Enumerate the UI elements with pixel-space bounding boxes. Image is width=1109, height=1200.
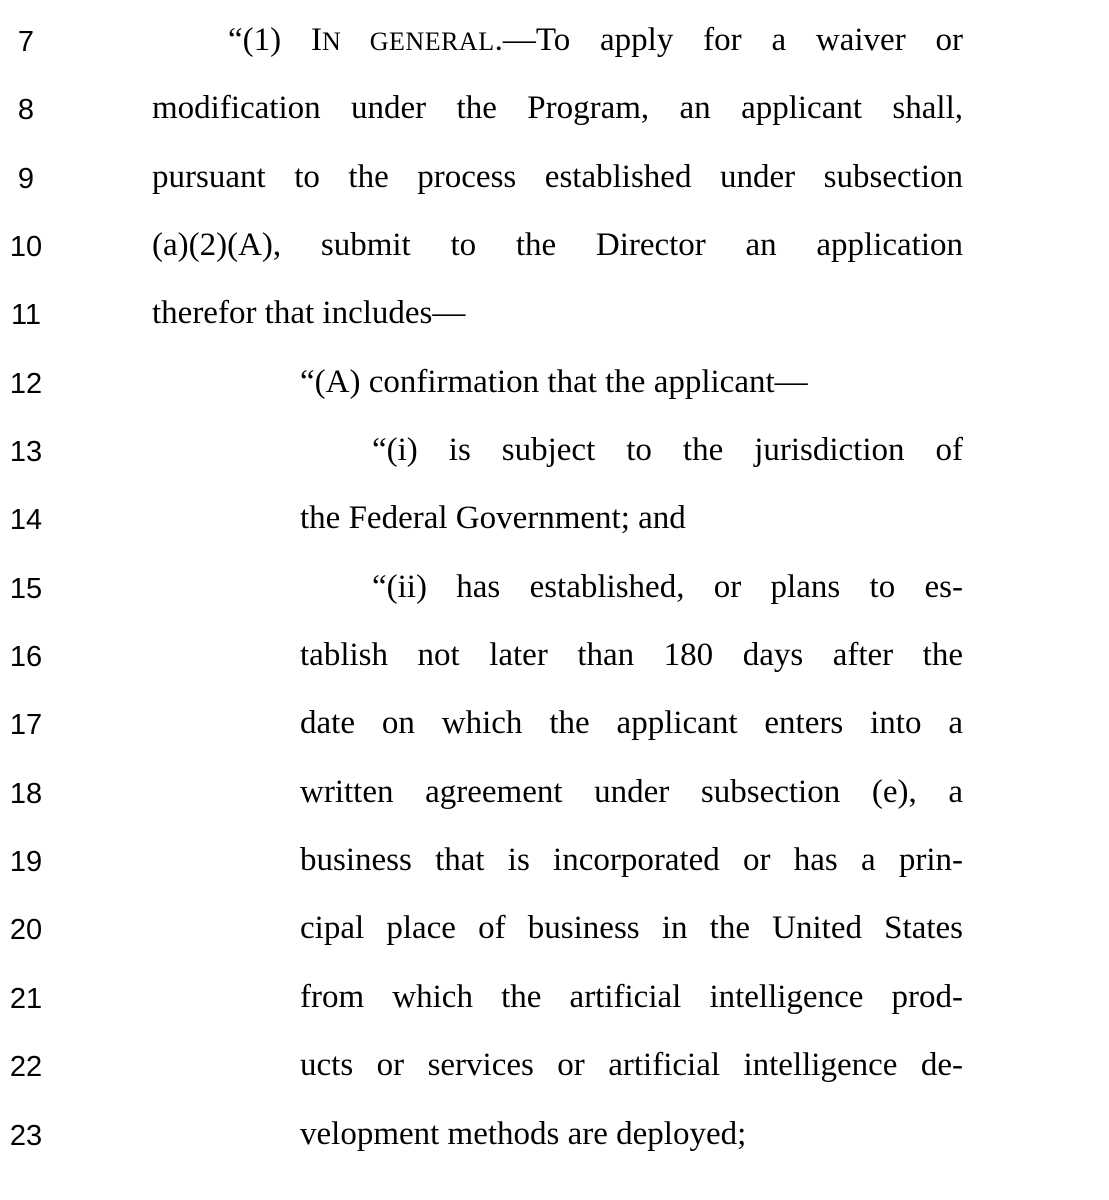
line-text: tablish not later than 180 days after the (300, 637, 963, 673)
line-number: 14 (9, 504, 43, 536)
line-number: 23 (9, 1120, 43, 1152)
line-text (228, 20, 963, 62)
line-text: the Federal Government; and (300, 500, 686, 536)
line-text: written agreement under subsection (e), a (300, 774, 963, 810)
line-text: therefor that includes— (152, 295, 466, 331)
line-text: “(ii) has established, or plans to es- (372, 569, 963, 605)
line-text: cipal place of business in the United States (300, 910, 963, 946)
document-line (0, 1104, 1109, 1172)
line-number: 10 (9, 231, 43, 263)
document-line (0, 967, 1109, 1035)
document-line (0, 10, 1109, 78)
paragraph-marker: “(1) I (228, 22, 322, 58)
document-line (0, 488, 1109, 556)
line-text: “(i) is subject to the jurisdiction of (372, 432, 963, 468)
document-line (0, 898, 1109, 966)
line-text: date on which the applicant enters into a (300, 705, 963, 741)
line-text: from which the artificial intelligence prod- (300, 979, 963, 1015)
line-text: modification under the Program, an applicant shall, (152, 90, 963, 126)
line-number: 20 (9, 914, 43, 946)
document-line (0, 78, 1109, 146)
line-number: 13 (9, 436, 43, 468)
line-number: 22 (9, 1051, 43, 1083)
line-number: 18 (9, 778, 43, 810)
document-line (0, 693, 1109, 761)
line-number: 12 (9, 368, 43, 400)
line-number: 19 (9, 846, 43, 878)
line-text: velopment methods are deployed; (300, 1116, 747, 1152)
line-text: “(A) confirmation that the applicant— (300, 364, 808, 400)
document-line (0, 283, 1109, 351)
line-text: ucts or services or artificial intelligence de- (300, 1047, 963, 1083)
line-number: 17 (9, 709, 43, 741)
line-number: 16 (9, 641, 43, 673)
document-line (0, 557, 1109, 625)
line-text-rest: .—To apply for a waiver or (494, 22, 963, 58)
document-line (0, 147, 1109, 215)
line-text: (a)(2)(A), submit to the Director an application (152, 227, 963, 263)
line-text: pursuant to the process established under subsection (152, 159, 963, 195)
line-number: 9 (17, 163, 35, 195)
document-line (0, 215, 1109, 283)
document-line (0, 420, 1109, 488)
line-text: business that is incorporated or has a prin- (300, 842, 963, 878)
document-line (0, 352, 1109, 420)
line-number: 15 (9, 573, 43, 605)
document-line (0, 762, 1109, 830)
document-line (0, 625, 1109, 693)
small-caps-heading: N GENERAL (321, 27, 495, 56)
line-number: 7 (17, 26, 35, 58)
line-number: 11 (10, 299, 42, 331)
line-number: 21 (9, 983, 43, 1015)
document-line (0, 1035, 1109, 1103)
document-line (0, 830, 1109, 898)
line-number: 8 (17, 94, 35, 126)
